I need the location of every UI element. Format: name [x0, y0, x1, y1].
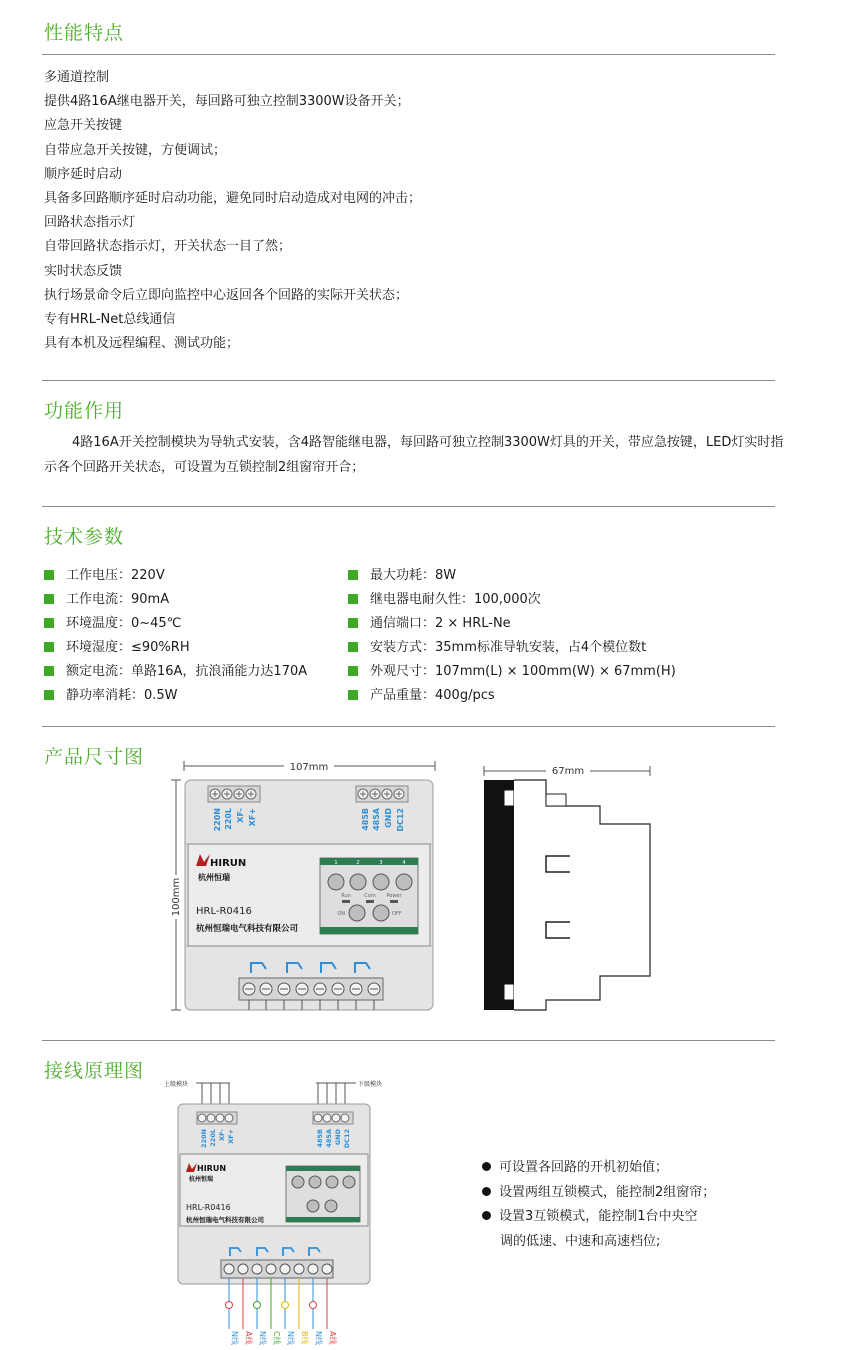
bullet-square-icon [44, 666, 54, 676]
bullet-square-icon [44, 642, 54, 652]
brand-cn: 杭州恒瑞 [198, 873, 230, 882]
terminal-label: DC12 [343, 1129, 351, 1149]
bullet-square-icon [348, 666, 358, 676]
terminal-block-top-left [208, 786, 260, 802]
spec-item: 环境温度：0~45℃ [44, 612, 181, 631]
feature-line: 具备多回路顺序延时启动功能，避免同时启动造成对电网的冲击； [44, 191, 422, 207]
note-item: 设置两组互锁模式，能控制2组窗帘； [482, 1181, 715, 1206]
wiring-notes [482, 1156, 715, 1254]
feature-line: 具有本机及远程编程、测试功能； [44, 336, 240, 352]
section-title-specs: 技术参数 [44, 526, 125, 548]
section-title-wiring: 接线原理图 [44, 1060, 145, 1082]
function-paragraph: 4路16A开关控制模块为导轨式安装，含4路智能继电器，每回路可独立控制3300W灯具的开关，带应急按键，LED灯实时指示各个回路开关状态，可设置为互锁控制2组窗帘开合； [44, 435, 784, 475]
feature-line: 顺序延时启动 [44, 166, 123, 182]
side-view [484, 780, 650, 1010]
bullet-square-icon [348, 642, 358, 652]
terminal-label: XF+ [227, 1129, 235, 1144]
spec-item: 最大功耗：8W [348, 564, 456, 583]
channel-number: 3 [379, 860, 383, 866]
depth-label: 67mm [551, 766, 585, 777]
spec-item: 继电器电耐久性：100,000次 [348, 588, 541, 607]
lower-module-label: 下级模块 [358, 1081, 383, 1088]
terminal-label: GND [334, 1129, 342, 1146]
terminal-label: 220N [213, 808, 222, 832]
panel-label: Power [386, 893, 402, 899]
channel-button-3 [373, 874, 389, 890]
spec-item: 工作电压：220V [44, 564, 165, 583]
width-label: 107mm [289, 762, 329, 773]
channel-button-1 [328, 874, 344, 890]
feature-line: 自带回路状态指示灯，开关状态一目了然； [44, 239, 292, 255]
feature-line: 专有HRL-Net总线通信 [44, 312, 176, 328]
on-label: ON [337, 911, 345, 917]
bullet-dot-icon [482, 1187, 491, 1196]
terminal-label: 485A [372, 808, 381, 831]
feature-line: 自带应急开关按键，方便调试； [44, 142, 227, 158]
terminal-label: 220L [224, 808, 233, 830]
feature-line: 多通道控制 [44, 70, 110, 85]
model-number: HRL-R0416 [196, 906, 252, 917]
wire-label: C线 [272, 1331, 281, 1345]
divider [42, 506, 775, 507]
bullet-square-icon [348, 570, 358, 580]
wire-label: A线 [244, 1331, 253, 1345]
channel-number: 4 [402, 860, 406, 866]
wire-label: N线 [230, 1331, 239, 1345]
terminal-label: DC12 [396, 808, 405, 832]
wire-label: N线 [314, 1331, 323, 1345]
divider [42, 54, 775, 55]
spec-item: 通信端口：2 × HRL-Ne [348, 612, 511, 631]
bullet-square-icon [44, 594, 54, 604]
brand-logo-text: HIRUN [210, 858, 247, 869]
spec-item: 安装方式：35mm标准导轨安装，占4个模位数t [348, 636, 646, 655]
divider [42, 1040, 775, 1041]
company-name: 杭州恒瑞电气科技有限公司 [196, 924, 299, 934]
bullet-square-icon [44, 570, 54, 580]
height-label: 100mm [171, 877, 182, 917]
divider [42, 380, 775, 381]
terminal-label: 485B [316, 1129, 324, 1148]
feature-list [44, 66, 421, 356]
feature-line: 提供4路16A继电器开关，每回路可独立控制3300W设备开关； [44, 94, 410, 110]
wire-label: N线 [286, 1331, 295, 1345]
wiring-diagram [0, 1074, 850, 1346]
button-panel [286, 1166, 360, 1222]
bullet-dot-icon [482, 1211, 491, 1220]
feature-line: 执行场景命令后立即向监控中心返回各个回路的实际开关状态； [44, 287, 409, 303]
panel-label: Com [364, 893, 376, 899]
off-button [373, 905, 389, 921]
terminal-label: XF- [236, 808, 245, 823]
spec-item: 外观尺寸：107mm(L) × 100mm(W) × 67mm(H) [348, 660, 676, 679]
terminal-label: XF- [218, 1129, 226, 1141]
note-item: 调的低速、中速和高速档位; [500, 1233, 661, 1249]
divider [42, 726, 775, 727]
terminal-label: XF+ [248, 808, 257, 827]
spec-item: 产品重量：400g/pcs [348, 684, 495, 703]
terminal-block-top-right [356, 786, 408, 802]
brand-logo-text: HIRUN [197, 1164, 227, 1173]
spec-item: 环境湿度：≤90%RH [44, 636, 190, 655]
note-item: 可设置各回路的开机初始值； [482, 1156, 715, 1181]
bullet-square-icon [348, 690, 358, 700]
terminal-label: 485B [361, 808, 370, 831]
brand-cn: 杭州恒瑞 [189, 1176, 214, 1183]
bullet-square-icon [348, 618, 358, 628]
note-item: 设置3互锁模式，能控制1台中央空 [482, 1205, 715, 1230]
channel-number: 2 [356, 860, 360, 866]
section-title-features: 性能特点 [44, 22, 125, 44]
upper-module-label: 上级模块 [164, 1081, 189, 1088]
bullet-dot-icon [482, 1162, 491, 1171]
channel-button-2 [350, 874, 366, 890]
feature-line: 实时状态反馈 [44, 263, 123, 279]
wire-label: N线 [258, 1331, 267, 1345]
dimension-drawing [0, 760, 850, 1020]
feature-line: 回路状态指示灯 [44, 215, 136, 231]
channel-button-4 [396, 874, 412, 890]
spec-item: 静功率消耗：0.5W [44, 684, 178, 703]
section-title-dimensions: 产品尺寸图 [44, 746, 145, 768]
spec-item: 工作电流：90mA [44, 588, 169, 607]
off-label: OFF [392, 911, 402, 917]
feature-line: 应急开关按键 [44, 118, 123, 134]
bullet-square-icon [44, 690, 54, 700]
section-title-function: 功能作用 [44, 400, 125, 422]
bullet-square-icon [348, 594, 358, 604]
wire-label: A线 [328, 1331, 337, 1345]
company-name: 杭州恒瑞电气科技有限公司 [186, 1216, 264, 1224]
panel-label: Run [341, 893, 351, 899]
terminal-label: GND [384, 808, 393, 828]
channel-number: 1 [334, 860, 338, 866]
terminal-label: 220L [209, 1129, 217, 1147]
on-button [349, 905, 365, 921]
spec-item: 额定电流：单路16A，抗浪涌能力达170A [44, 660, 307, 679]
terminal-label: 485A [325, 1129, 333, 1148]
terminal-label: 220N [200, 1129, 208, 1149]
wire-label: B线 [300, 1331, 309, 1345]
bullet-square-icon [44, 618, 54, 628]
model-number: HRL-R0416 [186, 1203, 231, 1212]
